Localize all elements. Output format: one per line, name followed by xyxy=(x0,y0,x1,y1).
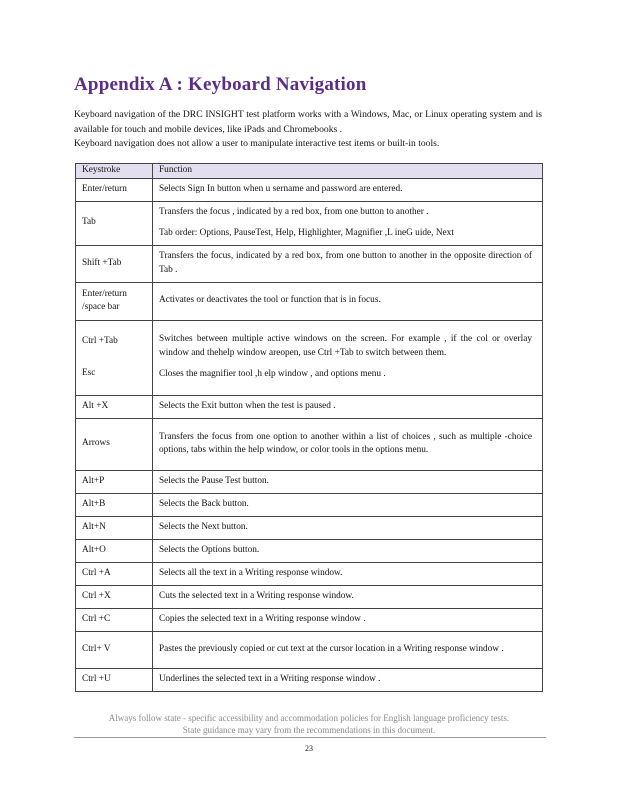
keystroke-esc: Esc xyxy=(82,367,96,378)
footer-line-1: Always follow state - specific accessibility and accommodation policies for English language proficiency tests. xyxy=(108,713,510,723)
table-row xyxy=(76,668,543,691)
table-row xyxy=(76,201,543,245)
function-cell: Activates or deactivates the tool or function that is in focus. xyxy=(153,282,543,320)
keystroke-cell: Ctrl +U xyxy=(76,668,153,691)
table-row xyxy=(76,470,543,493)
function-cell: Pastes the previously copied or cut text at the cursor location in a Writing response window . xyxy=(153,631,543,668)
table-row xyxy=(76,320,543,395)
keystroke-cell: Alt +X xyxy=(76,395,153,418)
table-row xyxy=(76,418,543,470)
page-number: 23 xyxy=(305,744,313,753)
table-row xyxy=(76,631,543,668)
function-cell: Selects the Options button. xyxy=(153,539,543,562)
keystroke-cell: Shift +Tab xyxy=(76,245,153,282)
keystroke-cell: Alt+O xyxy=(76,539,153,562)
intro-line-1: Keyboard navigation of the DRC INSIGHT test platform works with a Windows, Mac, or Linux operating system and is available for touch and mobile devices, like iPads and Chromebooks . xyxy=(74,109,542,135)
function-text-esc: Closes the magnifier tool ,h elp window , and options menu . xyxy=(159,369,386,380)
footer-divider xyxy=(74,737,546,738)
function-cell: Copies the selected text in a Writing response window . xyxy=(153,608,543,631)
keystroke-cell: Ctrl+ V xyxy=(76,631,153,668)
intro-paragraph xyxy=(74,108,542,152)
footer-line-2: State guidance may vary from the recommendations in this document. xyxy=(182,724,436,735)
intro-line-2: Keyboard navigation does not allow a user to manipulate interactive test items or built-in tools. xyxy=(74,138,440,149)
function-cell xyxy=(153,201,543,245)
keystroke-cell: Alt+N xyxy=(76,516,153,539)
function-cell: Selects the Back button. xyxy=(153,493,543,516)
page-title: Appendix A : Keyboard Navigation xyxy=(74,74,367,95)
table-row xyxy=(76,245,543,282)
table-row xyxy=(76,585,543,608)
keystroke-cell: Alt+B xyxy=(76,493,153,516)
keystroke-cell: Enter/return /space bar xyxy=(76,282,153,320)
keystroke-cell xyxy=(76,320,153,395)
function-cell: Selects all the text in a Writing response window. xyxy=(153,562,543,585)
table-row xyxy=(76,608,543,631)
function-cell: Transfers the focus, indicated by a red box, from one button to another in the opposite direction of Tab . xyxy=(153,245,543,282)
keystroke-cell: Ctrl +X xyxy=(76,585,153,608)
function-cell: Selects Sign In button when u sername and password are entered. xyxy=(153,178,543,201)
function-cell xyxy=(153,320,543,395)
keystroke-cell: Ctrl +C xyxy=(76,608,153,631)
header-keystroke: Keystroke xyxy=(76,164,153,179)
keyboard-navigation-table xyxy=(75,163,543,692)
function-cell: Selects the Exit button when the test is paused . xyxy=(153,395,543,418)
table-row xyxy=(76,562,543,585)
table-row xyxy=(76,395,543,418)
table-row xyxy=(76,516,543,539)
function-cell: Cuts the selected text in a Writing response window. xyxy=(153,585,543,608)
table-row xyxy=(76,493,543,516)
function-cell: Selects the Next button. xyxy=(153,516,543,539)
keystroke-cell: Alt+P xyxy=(76,470,153,493)
function-text: Transfers the focus , indicated by a red box, from one button to another . xyxy=(159,206,429,217)
keystroke-cell: Arrows xyxy=(76,418,153,470)
header-function: Function xyxy=(153,164,543,179)
table-header-row xyxy=(76,164,543,179)
table-row xyxy=(76,178,543,201)
function-cell: Selects the Pause Test button. xyxy=(153,470,543,493)
keystroke-ctrl-tab: Ctrl +Tab xyxy=(82,336,118,346)
function-cell: Underlines the selected text in a Writing response window . xyxy=(153,668,543,691)
function-text: Switches between multiple active windows on the screen. For example , if the col or overlay window and thehelp window areopen, use Ctrl +Tab to switch between them. xyxy=(159,334,532,358)
keystroke-cell: Ctrl +A xyxy=(76,562,153,585)
table-row xyxy=(76,539,543,562)
footer-note xyxy=(74,713,544,736)
table-row xyxy=(76,282,543,320)
tab-order-text: Tab order: Options, PauseTest, Help, Highlighter, Magnifier ,L ineG uide, Next xyxy=(159,228,454,238)
function-cell: Transfers the focus from one option to another within a list of choices , such as multiple -choice options, tabs within the help window, or color tools in the options menu. xyxy=(153,418,543,470)
keystroke-cell: Tab xyxy=(76,201,153,245)
keystroke-cell: Enter/return xyxy=(76,178,153,201)
